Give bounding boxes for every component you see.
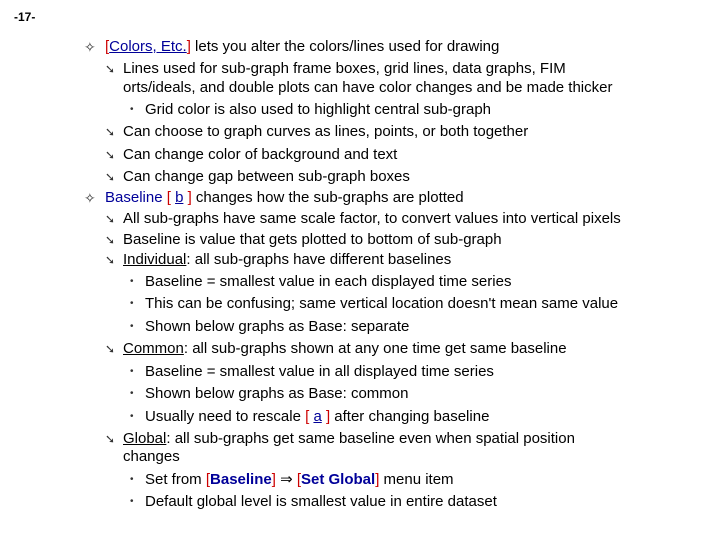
bracket-close: ]: [271, 471, 276, 488]
global-text: : all sub-graphs get same baseline even when spatial position: [166, 430, 575, 447]
s2-b2: This can be confusing; same vertical location doesn't mean same value: [145, 295, 619, 312]
s1-a4: Can change gap between sub-graph boxes: [123, 168, 410, 185]
individual-text: : all sub-graphs have different baselines: [186, 251, 452, 268]
bracket-close: ]: [375, 471, 380, 488]
dot-bullet-icon: •: [130, 321, 134, 332]
dot-bullet-icon: •: [130, 366, 134, 377]
bracket-close: ]: [186, 38, 191, 55]
arrow-bullet-icon: ➘: [105, 233, 116, 247]
arrow-bullet-icon: ➘: [105, 342, 116, 356]
baseline-key: b: [175, 189, 184, 206]
rescale-post-text: after changing baseline: [330, 408, 490, 425]
colors-menu-label: Colors, Etc.: [109, 38, 187, 55]
arrow-bullet-icon: ➘: [105, 148, 116, 162]
common-term: Common: [123, 340, 184, 357]
arrow-bullet-icon: ➘: [105, 432, 116, 446]
s2-b6-line: [145, 408, 489, 426]
colors-heading-line: [105, 38, 499, 56]
rescale-text: Usually need to rescale: [145, 408, 306, 425]
s1-a2: Can choose to graph curves as lines, points, or both together: [123, 123, 529, 140]
dot-bullet-icon: •: [130, 276, 134, 287]
s2-b8: Default global level is smallest value in entire dataset: [145, 493, 497, 510]
rescale-key: a: [313, 408, 322, 425]
set-global-menu-label: Set Global: [301, 471, 376, 488]
s2-b1: Baseline = smallest value in each displayed time series: [145, 273, 512, 290]
bracket-open: [: [105, 38, 110, 55]
bracket-close: ]: [325, 408, 331, 425]
s2-b7-line: [145, 471, 454, 489]
arrow-bullet-icon: ➘: [105, 170, 116, 184]
s1-b1: Grid color is also used to highlight central sub-graph: [145, 101, 492, 118]
s2-a5-line: [123, 430, 575, 448]
set-from-text: Set from: [145, 471, 206, 488]
diamond-bullet-icon: ✧: [84, 190, 96, 206]
page-number: -17-: [14, 10, 36, 24]
s2-a4-line: [123, 340, 567, 358]
individual-term: Individual: [123, 251, 187, 268]
s2-b4: Baseline = smallest value in all displayed time series: [145, 363, 494, 380]
baseline-menu-label: Baseline: [210, 471, 272, 488]
s2-a5-line2: changes: [123, 448, 180, 465]
baseline-heading-text: changes how the sub-graphs are plotted: [191, 189, 464, 206]
baseline-heading-line: [105, 189, 464, 207]
diamond-bullet-icon: ✧: [84, 39, 96, 55]
bracket-open: [: [205, 471, 211, 488]
s2-a1: All sub-graphs have same scale factor, to convert values into vertical pixels: [123, 210, 621, 227]
s2-b5: Shown below graphs as Base: common: [145, 385, 409, 402]
baseline-title: Baseline: [105, 189, 163, 206]
bracket-open: [: [305, 408, 310, 425]
dot-bullet-icon: •: [130, 411, 134, 422]
dot-bullet-icon: •: [130, 388, 134, 399]
dot-bullet-icon: •: [130, 496, 134, 507]
s2-a3-line: [123, 251, 451, 269]
bracket-open: [: [296, 471, 301, 488]
arrow-bullet-icon: ➘: [105, 212, 116, 226]
menu-item-text: menu item: [379, 471, 454, 488]
s1-a3: Can change color of background and text: [123, 146, 398, 163]
dot-bullet-icon: •: [130, 298, 134, 309]
s1-a1-line1: Lines used for sub-graph frame boxes, grid lines, data graphs, FIM: [123, 60, 566, 77]
bracket-close: ]: [187, 189, 192, 206]
arrow-bullet-icon: ➘: [105, 125, 116, 139]
arrow-bullet-icon: ➘: [105, 62, 116, 76]
arrow-bullet-icon: ➘: [105, 253, 116, 267]
global-term: Global: [123, 430, 167, 447]
common-text: : all sub-graphs shown at any one time get same baseline: [183, 340, 567, 357]
dot-bullet-icon: •: [130, 474, 134, 485]
s2-b3: Shown below graphs as Base: separate: [145, 318, 410, 335]
dot-bullet-icon: •: [130, 104, 134, 115]
colors-heading-text: lets you alter the colors/lines used for drawing: [190, 38, 500, 55]
s1-a1-line2: orts/ideals, and double plots can have color changes and be made thicker: [123, 79, 613, 96]
s2-a2: Baseline is value that gets plotted to bottom of sub-graph: [123, 231, 502, 248]
implies-arrow-icon: ⇒: [280, 471, 293, 488]
bracket-open: [: [166, 189, 171, 206]
